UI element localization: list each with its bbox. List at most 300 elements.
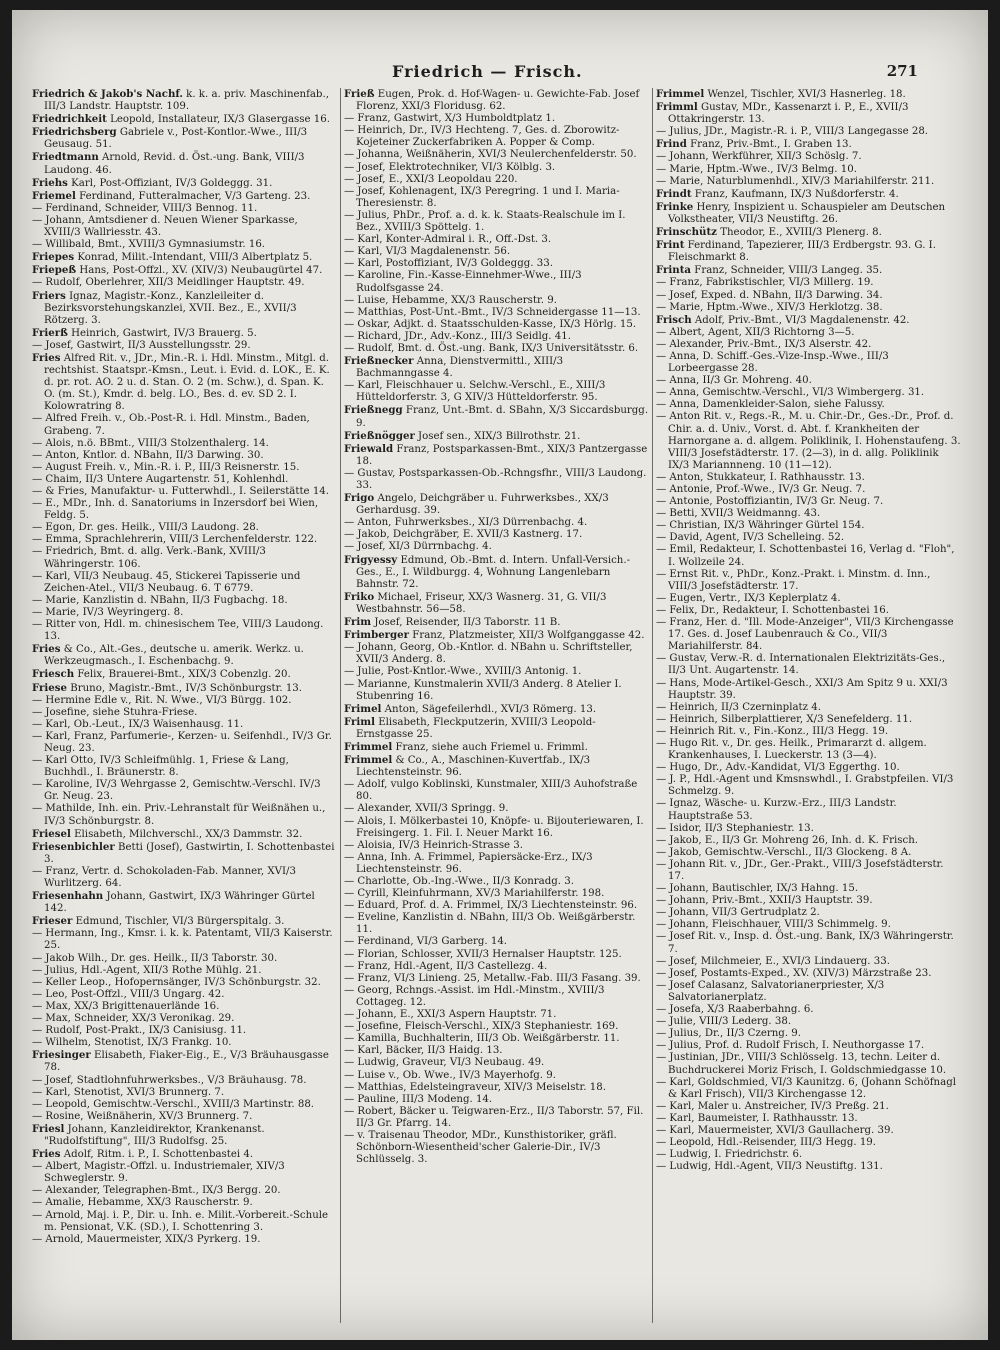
directory-entry [344, 642, 649, 666]
entry-text: — Hugo, Dr., Adv.-Kandidat, VI/3 Eggerthg. 10. [656, 762, 900, 774]
entry-surname: Friedrichsberg [32, 126, 117, 139]
directory-entry [656, 847, 961, 859]
entry-text: — Marie, Hptm.-Wwe., IV/3 Belmg. 10. [656, 163, 857, 175]
directory-entry [344, 88, 649, 113]
entry-text: — Josef, Elektrotechniker, VI/3 Kölblg. 3. [344, 161, 556, 173]
directory-entry [32, 203, 337, 215]
directory-entry [32, 915, 337, 928]
entry-text: — Albert, Magistr.-Offzl. u. Industriemaler, XIV/3 Schweglerstr. 9. [32, 1161, 285, 1185]
directory-entry [656, 264, 961, 277]
directory-entry [656, 774, 961, 798]
entry-text: — Leopold, Gemischtw.-Verschl., XVIII/3 Martinstr. 88. [32, 1098, 315, 1110]
directory-entry [32, 340, 337, 352]
entry-text: — Charlotte, Ob.-Ing.-Wwe., II/3 Konradg. 3. [344, 876, 574, 887]
entry-text: — Josefine, siehe Stuhra-Friese. [32, 706, 198, 718]
directory-entry [656, 569, 961, 593]
directory-entry [656, 164, 961, 176]
directory-entry [32, 719, 337, 731]
directory-entry [344, 961, 649, 973]
entry-text: — Julius, Dr., II/3 Czerng. 9. [656, 1028, 802, 1040]
entry-text: — Julius, PhDr., Prof. a. d. k. k. Staats-Realschule im I. Bez., XVIII/3 Spöttelg. 1. [344, 209, 626, 234]
directory-entry [32, 486, 337, 498]
entry-text: — Gustav, Verw.-R. d. Internationalen Elektrizitäts-Ges., II/3 Unt. Augartenstr. 14. [656, 653, 946, 677]
directory-entry [32, 890, 337, 915]
entry-text: — Josef, Gastwirt, II/3 Ausstellungsstr. 29. [32, 339, 251, 351]
entry-text: Alfred Rit. v., JDr., Min.-R. i. Hdl. Minstm., Mitgl. d. rechtshist. Staatspr.-Kmsn., Leut. i. Evid. d. LOK., E. K. d. pr. rot. AO. 2 u. d. Stan. O. 2 (m. Schw.), d. Span. K. O. (m. St.), Kmdr. d. belg. LO., Bes. d. ev. SD 2. I. Kolowratring 8. [44, 352, 330, 413]
directory-entry [344, 468, 649, 492]
entry-text: — Julius, JDr., Magistr.-R. i. P., VIII/3 Langegasse 28. [656, 126, 929, 138]
directory-entry [344, 852, 649, 876]
directory-entry [32, 277, 337, 289]
entry-text: — Alexander, Priv.-Bmt., IX/3 Alserstr. 42. [656, 338, 872, 350]
entry-text: — Heinrich, II/3 Czerninplatz 4. [656, 701, 821, 713]
entry-text: — Marie, Kanzlistin d. NBahn, II/3 Fugbachg. 18. [32, 594, 288, 606]
directory-entry [656, 544, 961, 568]
entry-text: — Ludwig, Graveur, VI/3 Neubaug. 49. [344, 1057, 545, 1069]
entry-text: — Anna, Gemischtw.-Verschl., VI/3 Wimbergerg. 31. [656, 387, 925, 399]
directory-entry [32, 1111, 337, 1123]
entry-surname: Frinke [656, 200, 694, 213]
directory-entry [656, 714, 961, 726]
directory-entry [32, 619, 337, 643]
entry-surname: Frieser [32, 915, 73, 928]
directory-entry [344, 703, 649, 716]
entry-surname: Friedrichkeit [32, 113, 107, 126]
entry-text: — Eveline, Kanzlistin d. NBahn, III/3 Ob. Weißgärberstr. 11. [344, 912, 636, 936]
directory-entry [32, 953, 337, 965]
entry-text: — Johann, Priv.-Bmt., XXII/3 Hauptstr. 39. [656, 895, 873, 907]
entry-surname: Friers [32, 289, 66, 302]
directory-entry [344, 900, 649, 912]
entry-text: — Karl, Mauermeister, XVI/3 Gaullacherg. 39. [656, 1124, 894, 1136]
entry-text: — Emil, Redakteur, I. Schottenbastei 16, Verlag d. "Floh", I. Wollzeile 24. [656, 544, 955, 568]
entry-text: — Keller Leop., Hofopernsänger, IV/3 Schönburgstr. 32. [32, 976, 321, 988]
directory-entry [656, 1137, 961, 1149]
directory-entry [32, 1148, 337, 1161]
entry-text: — E., MDr., Inh. d. Sanatoriums in Inzersdorf bei Wien, Feldg. 5. [32, 498, 319, 522]
directory-entry [656, 617, 961, 653]
entry-text: Franz, Platzmeister, XII/3 Wolfganggasse 42. [409, 630, 645, 642]
entry-text: — Alexander, Telegraphen-Bmt., IX/3 Bergg. 20. [32, 1185, 281, 1197]
entry-text: Bruno, Magistr.-Bmt., IV/3 Schönburgstr. 13. [67, 682, 303, 694]
directory-entry [656, 1028, 961, 1040]
directory-entry [32, 1210, 337, 1234]
entry-surname: Frimmel [344, 740, 393, 753]
entry-text: — Jakob Wilh., Dr. ges. Heilk., II/3 Taborstr. 30. [32, 952, 278, 964]
entry-text: Heinrich, Gastwirt, IV/3 Brauerg. 5. [67, 327, 257, 339]
entry-text: — Franz, Fabrikstischler, VI/3 Millerg. 19. [656, 277, 874, 289]
directory-entry [656, 931, 961, 955]
entry-surname: Frimmel [656, 88, 705, 100]
directory-entry [656, 188, 961, 201]
directory-entry [32, 1161, 337, 1185]
entry-text: Theodor, E., XVIII/3 Plenerg. 8. [716, 227, 882, 239]
entry-text: — Georg, Rchngs.-Assist. im Hdl.-Minstm., XVIII/3 Cottageg. 12. [344, 984, 605, 1008]
directory-entry [32, 977, 337, 989]
entry-text: Franz, Priv.-Bmt., I. Graben 13. [686, 139, 852, 151]
directory-entry [656, 520, 961, 532]
directory-entry [344, 307, 649, 319]
entry-surname: Frießnögger [344, 429, 415, 442]
entry-text: — August Freih. v., Min.-R. i. P., III/3 Reisnerstr. 15. [32, 461, 300, 473]
entry-text: — Josefine, Fleisch-Verschl., XIX/3 Stephaniestr. 169. [344, 1021, 619, 1033]
directory-entry [32, 413, 337, 437]
entry-surname: Frind [656, 138, 687, 151]
directory-entry [32, 126, 337, 151]
entry-surname: Frierß [32, 326, 68, 339]
directory-entry [344, 1070, 649, 1082]
directory-entry [656, 1016, 961, 1028]
directory-entry [656, 823, 961, 835]
directory-entry [656, 387, 961, 399]
entry-text: — Julius, Hdl.-Agent, XII/3 Rothe Mühlg. 21. [32, 964, 262, 976]
entry-text: — Florian, Schlosser, XVII/3 Hernalser Hauptstr. 125. [344, 948, 622, 960]
entry-text: — Leopold, Hdl.-Reisender, III/3 Hegg. 19. [656, 1137, 877, 1149]
entry-text: — Alexander, XVII/3 Springg. 9. [344, 803, 509, 815]
entry-surname: Friesinger [32, 1049, 91, 1062]
entry-text: Leopold, Installateur, IX/3 Glasergasse 16. [106, 114, 330, 126]
entry-text: — Karl, Franz, Parfumerie-, Kerzen- u. Seifenhdl., IV/3 Gr. Neug. 23. [32, 730, 332, 754]
directory-entry [656, 653, 961, 677]
directory-entry [656, 138, 961, 151]
directory-entry [32, 462, 337, 474]
entry-text: — Oskar, Adjkt. d. Staatsschulden-Kasse, IX/3 Hörlg. 15. [344, 318, 637, 330]
directory-entry [32, 841, 337, 866]
entry-text: — Adolf, vulgo Koblinski, Kunstmaler, XIII/3 Auhofstraße 80. [344, 779, 638, 803]
entry-text: — Antonie, Postoffiziantin, IV/3 Gr. Neug. 7. [656, 496, 884, 508]
directory-entry [344, 125, 649, 149]
entry-text: — Heinrich, Silberplattierer, X/3 Senefelderg. 11. [656, 713, 913, 725]
directory-entry [344, 716, 649, 741]
entry-text: — Julie, Post-Kntlor.-Wwe., XVIII/3 Antonig. 1. [344, 666, 582, 678]
entry-surname: Friedrich & Jakob's Nachf. [32, 88, 183, 100]
entry-text: — Alfred Freih. v., Ob.-Post-R. i. Hdl. Minstm., Baden, Grabeng. 7. [32, 413, 310, 437]
entry-text: — & Fries, Manufaktur- u. Futterwhdl., I. Seilerstätte 14. [32, 486, 330, 497]
directory-entry [32, 450, 337, 462]
directory-entry [656, 302, 961, 314]
entry-text: — Matthias, Post-Unt.-Bmt., IV/3 Schneidergasse 11—13. [344, 306, 641, 318]
entry-text: — Robert, Bäcker u. Teigwaren-Erz., II/3 Taborstr. 57, Fil. II/3 Gr. Pfarrg. 14. [344, 1105, 644, 1129]
directory-entry [32, 607, 337, 619]
entry-text: Adolf, Priv.-Bmt., VI/3 Magdalenenstr. 42. [691, 314, 910, 326]
entry-text: — Josef, Stadtlohnfuhrwerksbes., V/3 Bräuhausg. 78. [32, 1074, 307, 1086]
entry-text: — Willibald, Bmt., XVIII/3 Gymnasiumstr. 16. [32, 239, 266, 251]
entry-text: Hans, Post-Offzl., XV. (XIV/3) Neubaugürtel 47. [76, 265, 323, 277]
directory-entry [344, 888, 649, 900]
entry-text: Eugen, Prok. d. Hof-Wagen- u. Gewichte-Fab. Josef Florenz, XXI/3 Floridusg. 62. [356, 89, 640, 113]
directory-entry [344, 591, 649, 616]
directory-entry [32, 1099, 337, 1111]
entry-text: — Hermine Edle v., Rit. N. Wwe., VI/3 Bürgg. 102. [32, 694, 292, 706]
entry-text: — Albert, Agent, XII/3 Richtorng 3—5. [656, 326, 855, 338]
entry-surname: Fries [32, 643, 61, 656]
entry-surname: Frinta [656, 264, 692, 277]
directory-entry [344, 876, 649, 888]
entry-text: — Anton, Kntlor. d. NBahn, II/3 Darwing. 30. [32, 449, 264, 461]
directory-entry [656, 151, 961, 163]
directory-entry [344, 270, 649, 294]
entry-text: — Hugo Rit. v., Dr. ges. Heilk., Primararzt d. allgem. Krankenhauses, I. Lueckerstr. 13 (3—4). [656, 737, 927, 762]
column-divider [652, 88, 653, 1323]
directory-entry [344, 666, 649, 678]
entry-text: Henry, Inspizient u. Schauspieler am Deutschen Volkstheater, VII/3 Neustiftg. 26. [668, 201, 946, 225]
directory-entry [656, 375, 961, 387]
directory-entry [32, 239, 337, 251]
directory-entry [656, 339, 961, 351]
directory-entry [32, 522, 337, 534]
entry-text: — Eduard, Prof. d. A. Frimmel, IX/3 Liechtensteinstr. 96. [344, 900, 638, 912]
entry-text: — Josef, Milchmeier, E., XVI/3 Lindauerg. 33. [656, 955, 890, 967]
directory-entry [344, 779, 649, 803]
directory-entry [344, 1082, 649, 1094]
entry-text: Elisabeth, Fiaker-Eig., E., V/3 Bräuhausgasse 78. [44, 1050, 329, 1074]
directory-entry [344, 331, 649, 343]
directory-entry [656, 532, 961, 544]
directory-entry [32, 1037, 337, 1049]
entry-text: Josef, Reisender, II/3 Taborstr. 11 B. [371, 617, 561, 629]
directory-entry [656, 1004, 961, 1016]
entry-text: Johann, Gastwirt, IX/3 Währinger Gürtel 142. [44, 891, 315, 915]
directory-entry [32, 803, 337, 827]
entry-text: Johann, Kanzleidirektor, Krankenanst. "Rudolfstiftung", III/3 Rudolfsg. 25. [44, 1123, 265, 1147]
directory-entry [32, 151, 337, 176]
directory-entry [32, 1087, 337, 1099]
entry-text: Franz, Postsparkassen-Bmt., XIX/3 Pantzergasse 18. [356, 443, 648, 467]
entry-text: — Alois, I. Mölkerbastei 10, Knöpfe- u. Bijouteriewaren, I. Freisingerg. 1. Fil. I. Neuer Markt 16. [344, 815, 644, 839]
entry-text: — Josef, E., XXI/3 Leopoldau 220. [344, 173, 518, 185]
entry-text: — Rudolf, Post-Prakt., IX/3 Canisiusg. 11. [32, 1025, 247, 1037]
entry-text: — Karl, Bäcker, II/3 Haidg. 13. [344, 1045, 503, 1057]
directory-entry [344, 1033, 649, 1045]
directory-entry [656, 1161, 961, 1173]
entry-text: — Isidor, II/3 Stephaniestr. 13. [656, 822, 814, 834]
directory-entry [344, 840, 649, 852]
entry-text: & Co., Alt.-Ges., deutsche u. amerik. Werkz. u. Werkzeugmasch., I. Eschenbachg. 9. [44, 644, 304, 668]
entry-text: Franz, Kaufmann, IX/3 Nußdorferstr. 4. [691, 188, 899, 200]
directory-entry [344, 113, 649, 125]
directory-column-2 [344, 88, 649, 1328]
entry-text: — Johann Rit. v., JDr., Ger.-Prakt., VIII/3 Josefstädterstr. 17. [656, 858, 944, 882]
entry-text: — Marie, Hptm.-Wwe., XIV/3 Herklotzg. 38. [656, 301, 883, 313]
entry-text: — Julius, Prof. d. Rudolf Frisch, I. Neuthorgasse 17. [656, 1040, 925, 1052]
entry-text: — Gustav, Postsparkassen-Ob.-Rchngsfhr., VIII/3 Laudong. 33. [344, 467, 647, 491]
entry-text: Ferdinand, Tapezierer, III/3 Erdbergstr. 93. G. I. Fleischmarkt 8. [668, 240, 936, 264]
entry-text: — Anton, Stukkateur, I. Rathhausstr. 13. [656, 471, 865, 483]
entry-text: — Marie, IV/3 Weyringerg. 8. [32, 606, 184, 618]
entry-text: — Jakob, Gemischtw.-Verschl., II/3 Glockeng. 8 A. [656, 846, 912, 858]
entry-text: — Johann, Werkführer, XII/3 Schöslg. 7. [656, 151, 862, 163]
entry-text: — Jakob, Deichgräber, E. XVII/3 Kastnerg. 17. [344, 529, 583, 541]
entry-text: Edmund, Tischler, VI/3 Bürgerspitalg. 3. [72, 916, 285, 928]
entry-surname: Frindt [656, 187, 692, 200]
directory-entry [344, 343, 649, 355]
entry-text: — Ludwig, I. Friedrichstr. 6. [656, 1149, 803, 1161]
entry-text: — Arnold, Maj. i. P., Dir. u. Inh. e. Milit.-Vorbereit.-Schule m. Pensionat, V.K. (SD.), I. Schottenring 3. [32, 1209, 329, 1233]
directory-entry [344, 186, 649, 210]
entry-text: — Amalie, Hebamme, XX/3 Rauscherstr. 9. [32, 1197, 253, 1209]
directory-entry [32, 190, 337, 203]
entry-text: — Betti, XVII/3 Weidmanng. 43. [656, 508, 821, 520]
entry-text: Ferdinand, Futteralmacher, V/3 Garteng. 23. [75, 190, 311, 202]
entry-text: — Johann, Bautischler, IX/3 Hahng. 15. [656, 883, 859, 895]
entry-text: Anna, Dienstvermittl., XIII/3 Bachmanngasse 4. [356, 356, 564, 380]
directory-entry [344, 492, 649, 517]
entry-text: — Hans, Mode-Artikel-Gesch., XXI/3 Am Spitz 9 u. XXI/3 Hauptstr. 39. [656, 677, 948, 701]
directory-entry [344, 741, 649, 754]
entry-text: — Felix, Dr., Redakteur, I. Schottenbastei 16. [656, 604, 890, 616]
entry-surname: Frimberger [344, 629, 410, 642]
entry-text: — Johann, Fleischhauer, VIII/3 Schimmelg. 9. [656, 919, 891, 931]
entry-surname: Friesenbichler [32, 840, 115, 853]
directory-entry [32, 88, 337, 113]
entry-text: — Ernst Rit. v., PhDr., Konz.-Prakt. i. Minstm. d. Inn., VIII/3 Josefstädterstr. 17. [656, 568, 931, 592]
entry-text: — Luise, Hebamme, XX/3 Rauscherstr. 9. [344, 294, 557, 306]
directory-entry [32, 534, 337, 546]
entry-text: & Co., A., Maschinen-Kuvertfab., IX/3 Liechtensteinstr. 96. [356, 755, 591, 779]
entry-text: — Franz, Vertr. d. Schokoladen-Fab. Manner, XVI/3 Wurlitzerg. 64. [32, 865, 296, 889]
directory-entry [656, 496, 961, 508]
entry-text: — Franz, Hdl.-Agent, II/3 Castellezg. 4. [344, 960, 548, 972]
entry-surname: Frimmel [344, 754, 393, 767]
directory-entry [344, 754, 649, 779]
directory-entry [344, 149, 649, 161]
entry-text: — Anna, Inh. A. Frimmel, Papiersäcke-Erz., IX/3 Liechtensteinstr. 96. [344, 851, 593, 875]
entry-text: Anton, Sägefeilerhdl., XVI/3 Römerg. 13. [381, 703, 597, 715]
directory-entry [656, 738, 961, 762]
directory-entry [656, 593, 961, 605]
entry-text: — Anna, Damenkleider-Salon, siehe Falussy. [656, 399, 885, 411]
entry-text: — v. Traisenau Theodor, MDr., Kunsthistoriker, gräfl. Schönborn-Wiesentheid'scher Galerie-Dir., IV/3 Schlüsselg. 3. [344, 1129, 617, 1166]
directory-entry [32, 828, 337, 841]
entry-text: — Christian, IX/3 Währinger Gürtel 154. [656, 520, 865, 532]
entry-text: — David, Agent, IV/3 Schelleing. 52. [656, 532, 845, 544]
page-header [12, 62, 988, 84]
directory-entry [344, 936, 649, 948]
entry-text: — Matthias, Edelsteingraveur, XIV/3 Meiselstr. 18. [344, 1081, 606, 1093]
entry-text: — Max, Schneider, XX/3 Veronikag. 29. [32, 1013, 235, 1025]
entry-text: — Marianne, Kunstmalerin XVII/3 Anderg. 8 Atelier I. Stubenring 16. [344, 678, 622, 702]
entry-text: — Leo, Post-Offzl., VIII/3 Ungarg. 42. [32, 988, 225, 1000]
directory-entry [32, 1123, 337, 1148]
directory-entry [344, 258, 649, 270]
directory-entry [656, 726, 961, 738]
entry-text: — Mathilde, Inh. ein. Priv.-Lehranstalt für Weißnähen u., IV/3 Schönburgstr. 8. [32, 803, 326, 827]
entry-text: — Karl, VII/3 Neubaug. 45, Stickerei Tapisserie und Zeichen-Atel., VII/3 Neubaug. 6. T 6779. [32, 570, 301, 594]
entry-text: — Josef, Exped. d. NBahn, II/3 Darwing. 34. [656, 289, 883, 301]
directory-entry [32, 695, 337, 707]
directory-entry [656, 1077, 961, 1101]
entry-surname: Frießnegg [344, 404, 403, 417]
entry-text: — Ludwig, Hdl.-Agent, VII/3 Neustiftg. 131. [656, 1161, 883, 1173]
directory-entry [32, 474, 337, 486]
directory-entry [344, 380, 649, 404]
column-divider [340, 88, 341, 1323]
entry-text: Ignaz, Magistr.-Konz., Kanzleileiter d. Bezirksvorstehungskanzlei, XVII. Bez., E., XVII/3 Rötzerg. 3. [44, 290, 297, 326]
entry-text: — Rosine, Weißnäherin, XV/3 Brunnerg. 7. [32, 1110, 253, 1122]
page-number: 271 [886, 62, 918, 80]
directory-entry [656, 472, 961, 484]
directory-entry [32, 965, 337, 977]
entry-text: — Josef, Postamts-Exped., XV. (XIV/3) Märzstraße 23. [656, 967, 932, 979]
directory-entry [32, 668, 337, 681]
entry-text: Franz, Unt.-Bmt. d. SBahn, X/3 Siccardsburgg. 9. [356, 405, 649, 429]
directory-entry [32, 1025, 337, 1037]
directory-entry [32, 113, 337, 126]
directory-entry [656, 798, 961, 822]
entry-text: Gabriele v., Post-Kontlor.-Wwe., III/3 Geusaug. 51. [44, 127, 308, 151]
directory-entry [656, 201, 961, 226]
entry-text: Josef sen., XIX/3 Billrothstr. 21. [414, 430, 581, 442]
directory-entry [344, 679, 649, 703]
entry-text: — Karl, Postoffiziant, IV/3 Goldeggg. 33. [344, 258, 553, 270]
entry-text: Angelo, Deichgräber u. Fuhrwerksbes., XX/3 Gerhardusg. 39. [356, 493, 609, 517]
directory-entry [344, 985, 649, 1009]
directory-entry [32, 595, 337, 607]
entry-text: — Karl, Maler u. Anstreicher, IV/3 Preßg. 21. [656, 1100, 889, 1112]
directory-entry [656, 484, 961, 496]
entry-text: — Heinrich Rit. v., Fin.-Konz., III/3 Hegg. 19. [656, 725, 889, 737]
entry-surname: Friemel [32, 189, 76, 202]
entry-text: — Karl, Konter-Admiral i. R., Off.-Dst. 3. [344, 234, 552, 246]
directory-entry [344, 319, 649, 331]
entry-surname: Frinschütz [656, 226, 717, 239]
entry-text: — Kamilla, Buchhalterin, III/3 Ob. Weißgärberstr. 11. [344, 1033, 620, 1045]
entry-surname: Frisch [656, 313, 692, 326]
directory-entry [32, 1075, 337, 1087]
directory-entry [32, 1049, 337, 1074]
directory-entry [656, 678, 961, 702]
entry-text: — Marie, Naturblumenhdl., XIV/3 Mariahilferstr. 211. [656, 175, 935, 187]
entry-text: Karl, Post-Offiziant, IV/3 Goldeggg. 31. [67, 177, 273, 189]
entry-surname: Frimel [344, 702, 382, 715]
entry-text: — Cyrill, Kleinfuhrmann, XV/3 Mariahilferstr. 198. [344, 888, 605, 900]
entry-text: — Ritter von, Hdl. m. chinesischem Tee, VIII/3 Laudong. 13. [32, 619, 324, 643]
directory-entry [32, 177, 337, 190]
directory-entry [32, 707, 337, 719]
entry-text: Gustav, MDr., Kassenarzt i. P., E., XVII/3 Ottakringerstr. 13. [668, 102, 909, 126]
entry-text: — Karl, Goldschmied, VI/3 Kaunitzg. 6, (Johann Schöfnagl & Karl Frisch), VII/3 Kirchengasse 12. [656, 1076, 956, 1100]
directory-entry [344, 541, 649, 553]
entry-text: — Max, XX/3 Brigittenauerlände 16. [32, 1000, 220, 1012]
entry-text: — Franz, Her. d. "Ill. Mode-Anzeiger", VII/3 Kirchengasse 17. Ges. d. Josef Laubenrauch & Co., VII/3 Mariahilferstr. 84. [656, 617, 954, 653]
directory-entry [656, 176, 961, 188]
directory-entry [656, 1113, 961, 1125]
directory-entry [32, 779, 337, 803]
directory-entry [656, 1149, 961, 1161]
entry-text: — Rudolf, Bmt. d. Öst.-ung. Bank, IX/3 Universitätsstr. 6. [344, 342, 639, 354]
directory-entry [656, 702, 961, 714]
directory-entry [344, 816, 649, 840]
directory-entry [656, 895, 961, 907]
directory-entry [32, 731, 337, 755]
directory-entry [32, 643, 337, 668]
entry-text: — Johanna, Weißnäherin, XVI/3 Neulerchenfelderstr. 50. [344, 149, 637, 161]
directory-entry [656, 126, 961, 138]
directory-entry [344, 430, 649, 443]
entry-text: Betti (Josef), Gastwirtin, I. Schottenbastei 3. [44, 841, 335, 865]
entry-text: — Anna, D. Schiff.-Ges.-Vize-Insp.-Wwe., III/3 Lorbeergasse 28. [656, 350, 889, 375]
entry-text: — Alois, n.ö. BBmt., VIII/3 Stolzenthalerg. 14. [32, 437, 269, 449]
directory-entry [32, 264, 337, 277]
entry-text: — Julie, VIII/3 Lederg. 38. [656, 1016, 792, 1028]
directory-entry [344, 973, 649, 985]
directory-entry [656, 968, 961, 980]
directory-entry [344, 174, 649, 186]
entry-text: — Karl, VI/3 Magdalenenstr. 56. [344, 246, 511, 258]
directory-entry [32, 571, 337, 595]
entry-text: — Johann, VII/3 Gertrudplatz 2. [656, 907, 820, 919]
entry-text: — Egon, Dr. ges. Heilk., VIII/3 Laudong. 28. [32, 522, 259, 534]
